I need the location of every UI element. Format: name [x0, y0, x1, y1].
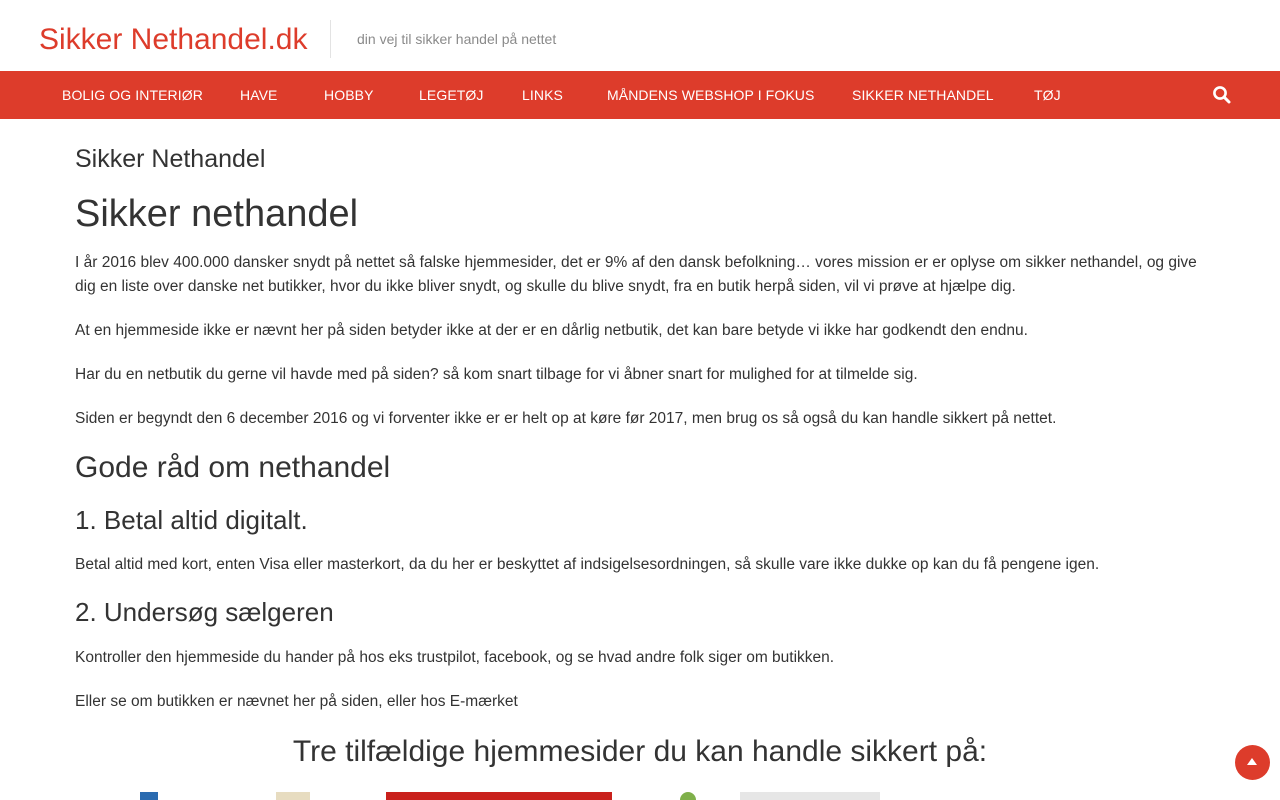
shop-thumbnail-1[interactable]: [140, 792, 158, 800]
nav-item-toj[interactable]: TØJ: [1034, 87, 1061, 103]
shop-thumbnail-4[interactable]: [680, 792, 696, 800]
tip1-text: Betal altid med kort, enten Visa eller masterkort, da du her er beskyttet af indsigelsesordningen, så skulle vare ikke dukke op kan du få pengene igen.: [75, 556, 1100, 573]
shop-thumbnail-2[interactable]: [276, 792, 310, 800]
tip2-heading: 2. Undersøg sælgeren: [75, 597, 334, 627]
search-icon[interactable]: [1212, 85, 1232, 105]
header-divider: [330, 20, 331, 58]
intro-paragraph-3: Har du en netbutik du gerne vil havde med på siden? så kom snart tilbage for vi åbner snart for mulighed for at tilmelde sig.: [75, 366, 918, 383]
site-title[interactable]: Sikker Nethandel.dk: [39, 23, 308, 56]
intro-paragraph-1: I år 2016 blev 400.000 dansker snydt på nettet så falske hjemmesider, det er 9% af den dansk befolkning… vores mission er er oplyse om sikker nethandel, og give dig en liste over danske net butikker, hvor du ikke bliver snydt, og skulle du blive snydt, fra en butik herpå siden, vil vi prøve at hjælpe dig.: [75, 254, 1197, 295]
nav-item-bolig-og-interior[interactable]: BOLIG OG INTERIØR: [62, 87, 203, 103]
advice-heading: Gode råd om nethandel: [75, 451, 391, 484]
tip1-heading: 1. Betal altid digitalt.: [75, 505, 308, 535]
article-heading: Sikker nethandel: [75, 193, 359, 235]
shop-thumbnail-5[interactable]: [740, 792, 880, 800]
scroll-to-top-button[interactable]: [1235, 745, 1270, 780]
nav-item-have[interactable]: HAVE: [240, 87, 278, 103]
nav-item-legetoj[interactable]: LEGETØJ: [419, 87, 484, 103]
nav-item-sikker-nethandel[interactable]: SIKKER NETHANDEL: [852, 87, 994, 103]
site-header: [0, 0, 1280, 71]
shop-thumbnail-3[interactable]: [386, 792, 612, 800]
intro-paragraph-4: Siden er begyndt den 6 december 2016 og vi forventer ikke er er helt op at køre før 2017, men brug os så også du kan handle sikkert på nettet.: [75, 410, 1057, 427]
arrow-up-icon: [1247, 758, 1257, 765]
intro-paragraph-2: At en hjemmeside ikke er nævnt her på siden betyder ikke at der er en dårlig netbutik, det kan bare betyde vi ikke har godkendt den endnu.: [75, 322, 1028, 339]
tip2-text-2: Eller se om butikken er nævnet her på siden, eller hos E-mærket: [75, 693, 518, 710]
nav-item-mandens-webshop[interactable]: MÅNDENS WEBSHOP I FOKUS: [607, 87, 815, 103]
site-description: din vej til sikker handel på nettet: [357, 31, 557, 47]
nav-item-links[interactable]: LINKS: [522, 87, 563, 103]
main-navigation: [0, 71, 1280, 119]
tip2-text-1: Kontroller den hjemmeside du hander på hos eks trustpilot, facebook, og se hvad andre folk siger om butikken.: [75, 649, 835, 666]
random-sites-heading: Tre tilfældige hjemmesider du kan handle sikkert på:: [292, 735, 988, 768]
shop-thumbnails: [0, 792, 1280, 800]
nav-item-hobby[interactable]: HOBBY: [324, 87, 374, 103]
page-title: Sikker Nethandel: [75, 145, 266, 173]
